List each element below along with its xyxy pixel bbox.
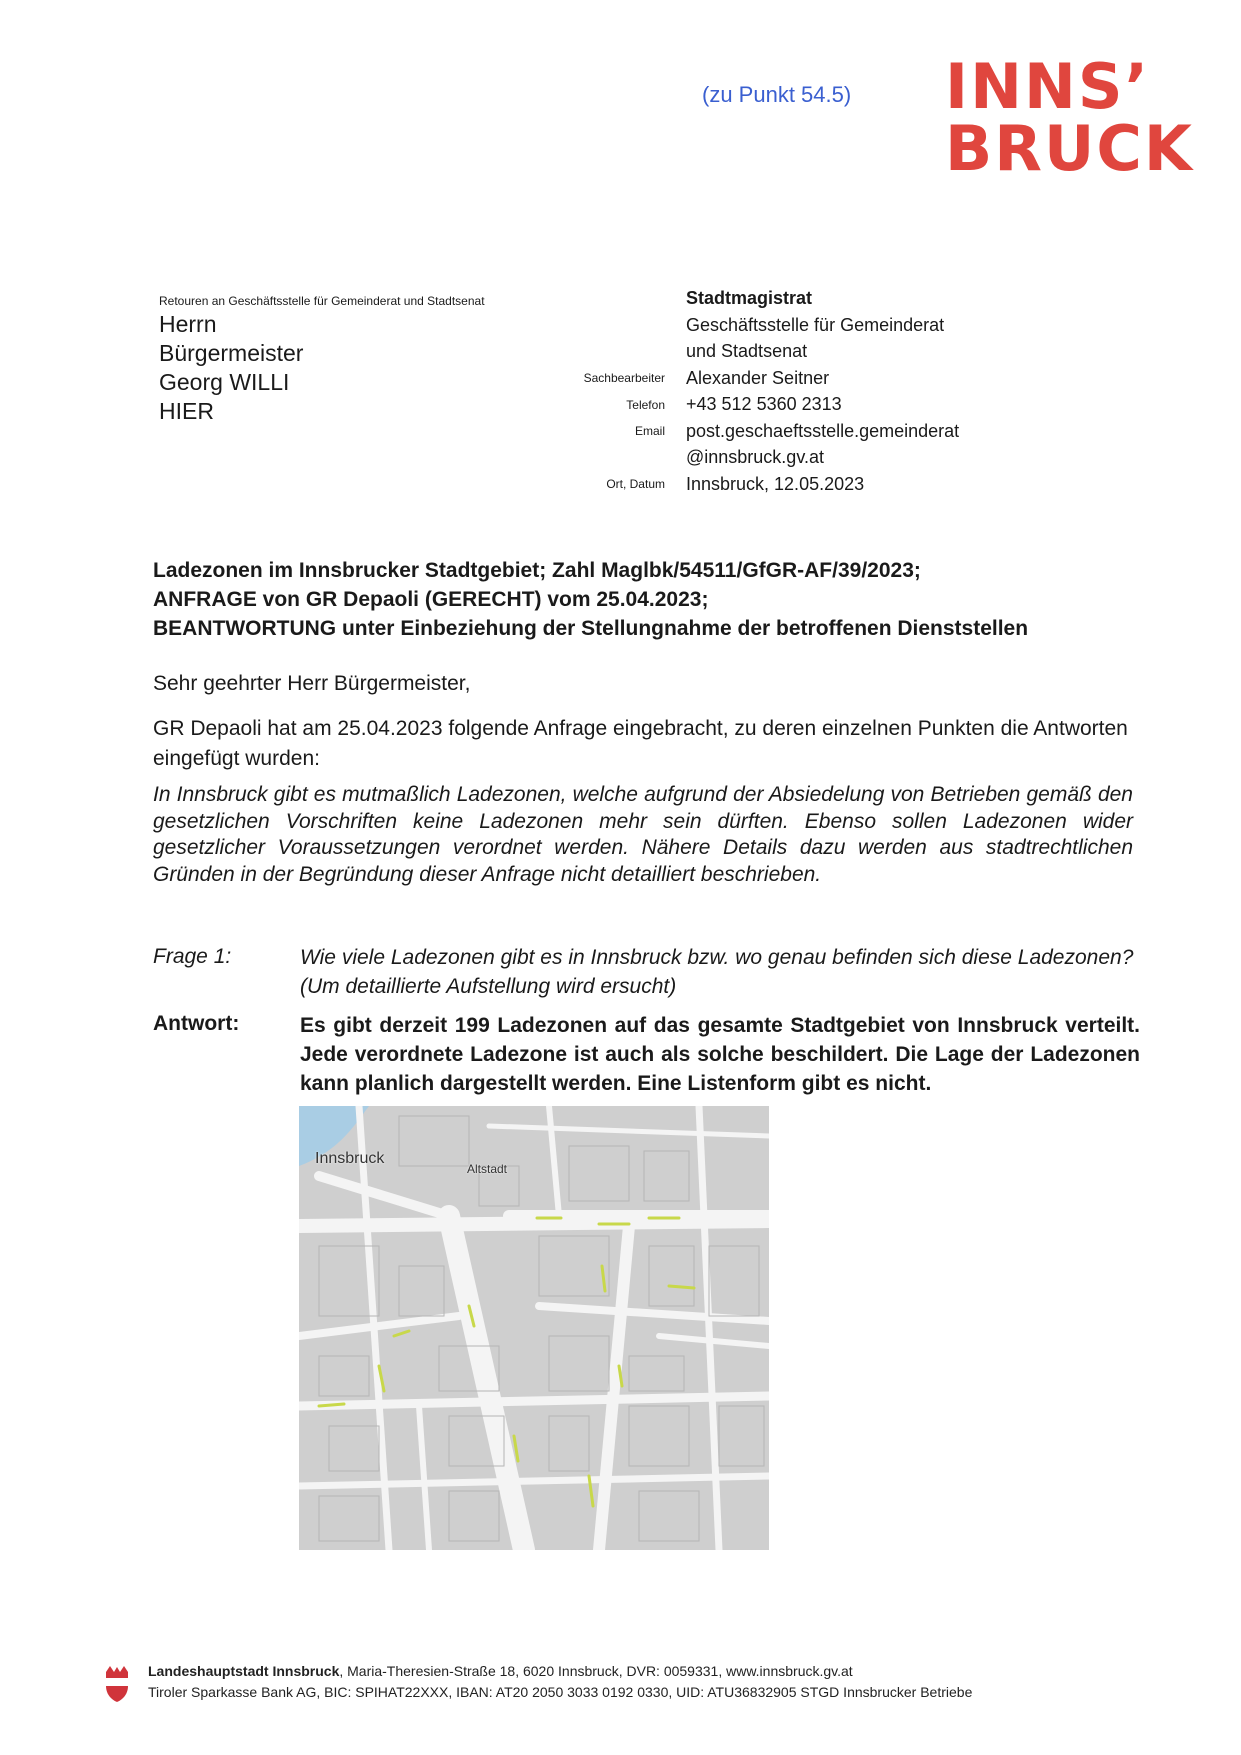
recipient-line: HIER <box>159 398 214 424</box>
label-email: Email <box>634 424 665 438</box>
sender-block <box>686 285 959 497</box>
logo-line-1: INNS’ <box>945 50 1151 123</box>
sender-dept: und Stadtsenat <box>686 341 808 361</box>
footer-line-1 <box>148 1661 972 1682</box>
label-place-date: Ort, Datum <box>606 477 665 491</box>
inquiry-quote: In Innsbruck gibt es mutmaßlich Ladezonen, welche aufgrund der Absiedelung von Betrieben gemäß den gesetzlichen Vorschriften keine Ladezonen mehr sein dürften. Ebenso sollen Ladezonen wider gesetzlicher Voraussetzungen verordnet werden. Nähere Details dazu werden aus stadtrechtlichen Gründen in der Begründung dieser Anfrage nicht detailliert beschrieben. <box>153 783 1133 886</box>
answer-label: Antwort: <box>153 1012 240 1035</box>
footer-address: , Maria-Theresien-Straße 18, 6020 Innsbruck, DVR: 0059331, www.innsbruck.gv.at <box>339 1663 853 1679</box>
logo-line-2: BRUCK <box>945 112 1194 185</box>
recipient-line: Herrn <box>159 311 217 337</box>
reference-note: (zu Punkt 54.5) <box>702 82 852 107</box>
intro-paragraph: GR Depaoli hat am 25.04.2023 folgende Anfrage eingebracht, zu deren einzelnen Punkten die Antworten eingefügt wurden: <box>153 717 1128 770</box>
sender-clerk: Alexander Seitner <box>686 367 830 388</box>
loading-zones-map <box>299 1106 769 1550</box>
subject-line: ANFRAGE von GR Depaoli (GERECHT) vom 25.04.2023; <box>153 588 709 611</box>
sender-phone: +43 512 5360 2313 <box>686 394 842 414</box>
question-text: Wie viele Ladezonen gibt es in Innsbruck bzw. wo genau befinden sich diese Ladezonen? (Um detaillierte Aufstellung wird ersucht) <box>300 946 1134 998</box>
recipient-block <box>159 310 303 426</box>
sender-dept: Geschäftsstelle für Gemeinderat <box>686 314 945 335</box>
subject-line: BEANTWORTUNG unter Einbeziehung der Stellungnahme der betroffenen Dienststellen <box>153 617 1029 640</box>
sender-email: @innsbruck.gv.at <box>686 447 824 467</box>
footer-org: Landeshauptstadt Innsbruck <box>148 1663 340 1679</box>
recipient-line: Georg WILLI <box>159 369 290 395</box>
sender-place-date: Innsbruck, 12.05.2023 <box>686 473 865 494</box>
subject-block <box>153 556 1153 643</box>
label-clerk: Sachbearbeiter <box>583 371 665 385</box>
sender-org: Stadtmagistrat <box>686 288 813 308</box>
map-graphic <box>299 1106 769 1550</box>
answer-text: Es gibt derzeit 199 Ladezonen auf das gesamte Stadtgebiet von Innsbruck verteilt. Jede verordnete Ladezone ist auch als solche beschildert. Die Lage der Ladezonen kann planlich dargestellt werden. Eine Listenform gibt es nicht. <box>300 1014 1140 1095</box>
footer-line-2: Tiroler Sparkasse Bank AG, BIC: SPIHAT22XXX, IBAN: AT20 2050 3033 0192 0330, UID: ATU36832905 STGD Innsbrucker Betriebe <box>148 1684 973 1700</box>
return-address-line: Retouren an Geschäftsstelle für Gemeinderat und Stadtsenat <box>159 294 485 308</box>
recipient-line: Bürgermeister <box>159 340 304 366</box>
subject-line: Ladezonen im Innsbrucker Stadtgebiet; Zahl Maglbk/54511/GfGR-AF/39/2023; <box>153 559 921 582</box>
map-label-city: Innsbruck <box>315 1150 385 1167</box>
sender-email: post.geschaeftsstelle.gemeinderat <box>686 420 960 441</box>
city-crest-icon <box>104 1664 130 1704</box>
question-label: Frage 1: <box>153 945 232 968</box>
label-phone: Telefon <box>626 398 665 412</box>
innsbruck-logo <box>945 50 1195 185</box>
salutation: Sehr geehrter Herr Bürgermeister, <box>153 672 471 695</box>
footer-block <box>148 1661 972 1703</box>
map-label-oldtown: Altstadt <box>467 1162 508 1176</box>
